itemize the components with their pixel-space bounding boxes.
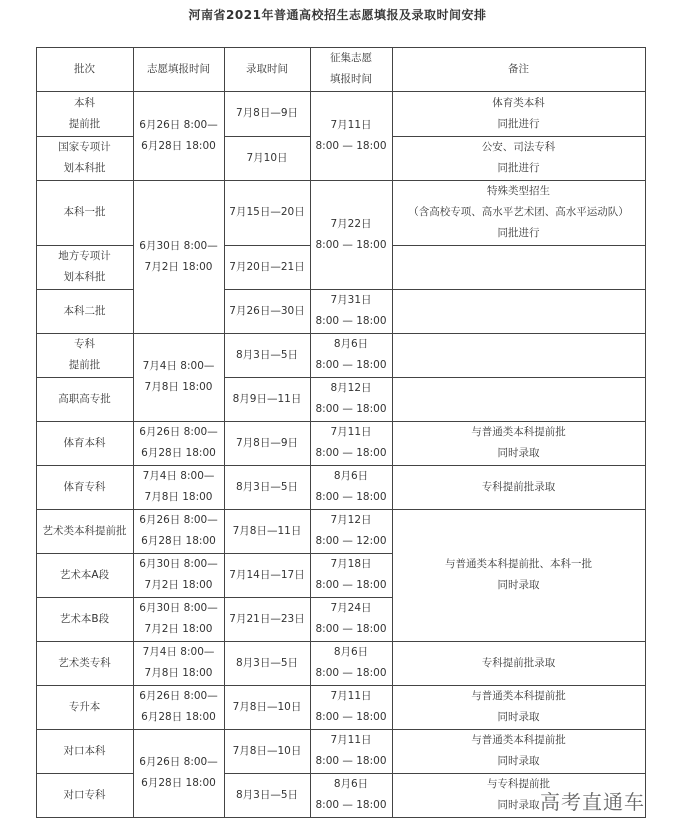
table-rule (392, 509, 646, 510)
table-rule (392, 465, 646, 466)
table-rule (133, 553, 225, 554)
table-rule (392, 47, 393, 818)
batch-cell-line: 体育专科 (63, 480, 106, 493)
notes-cell (392, 180, 645, 245)
header-notes: 备注 (508, 62, 529, 75)
batch-cell-line: 提前批 (68, 359, 101, 371)
solicit-time-cell-line: 8:00 — 18:00 (315, 403, 387, 415)
notes-cell-line: 与普通类本科提前批 (471, 426, 566, 438)
table-rule (224, 180, 311, 181)
batch-cell (36, 91, 133, 136)
notes-cell (392, 465, 645, 509)
solicit-time-cell-line: 8月6日 (333, 470, 369, 482)
admission-time-cell-line: 8月3日—5日 (235, 348, 299, 361)
fill-time-cell-line: 7月2日 18:00 (144, 623, 213, 635)
admission-time-cell-line: 7月8日—9日 (235, 436, 299, 449)
fill-time-cell-line: 7月2日 18:00 (144, 260, 213, 273)
fill-time-cell-line: 6月30日 8:00— (139, 239, 218, 252)
admission-time-cell-line: 7月20日—21日 (229, 260, 305, 273)
table-rule (36, 47, 37, 818)
notes-cell-line: 同批进行 (497, 117, 540, 130)
table-rule (36, 553, 134, 554)
admission-time-cell (224, 333, 310, 377)
admission-time-cell-line: 8月9日—11日 (232, 392, 302, 405)
table-rule (310, 333, 393, 334)
table-rule (36, 729, 134, 730)
batch-cell-line: 艺术本B段 (59, 612, 110, 625)
table-rule (133, 685, 225, 686)
solicit-time-cell (310, 729, 392, 773)
solicit-time-cell-line: 8:00 — 18:00 (315, 447, 387, 459)
notes-cell-line: 同时录取 (497, 579, 540, 591)
batch-cell (36, 729, 133, 773)
solicit-time-cell-line: 8月6日 (333, 338, 369, 350)
table-rule (392, 136, 646, 137)
solicit-time-cell-line: 8:00 — 18:00 (315, 139, 387, 152)
batch-cell (36, 289, 133, 333)
table-rule (392, 421, 646, 422)
fill-time-cell-line: 6月26日 8:00— (139, 690, 218, 702)
notes-cell-line: 同时录取 (497, 755, 540, 767)
batch-cell (36, 180, 133, 245)
solicit-time-cell-line: 8:00 — 18:00 (315, 359, 387, 371)
notes-cell (392, 136, 645, 180)
table-rule (36, 685, 134, 686)
batch-cell (36, 597, 133, 641)
notes-cell (392, 729, 645, 773)
solicit-time-cell-line: 8:00 — 18:00 (315, 491, 387, 503)
table-rule (133, 465, 225, 466)
batch-cell-line: 本科 (74, 96, 95, 109)
admission-time-cell-line: 7月8日—11日 (232, 524, 302, 537)
notes-cell-line: 同时录取 (497, 711, 540, 723)
solicit-time-cell (310, 509, 392, 553)
batch-cell-line: 国家专项计 (58, 141, 111, 153)
admission-time-cell-line: 7月8日—9日 (235, 107, 299, 119)
admission-time-cell (224, 641, 310, 685)
table-rule (392, 289, 646, 290)
solicit-time-cell (310, 289, 392, 333)
solicit-time-cell-line: 8:00 — 18:00 (315, 799, 387, 811)
admission-time-cell-line: 7月14日—17日 (229, 568, 305, 581)
solicit-time-cell-line: 7月18日 (330, 558, 372, 570)
batch-cell-line: 专升本 (68, 700, 101, 713)
batch-cell (36, 377, 133, 421)
fill-time-cell-line: 6月28日 18:00 (141, 447, 216, 459)
notes-cell (392, 509, 645, 641)
fill-time-cell-line: 6月28日 18:00 (141, 777, 216, 789)
table-rule (310, 685, 393, 686)
solicit-time-cell-line: 8月6日 (333, 778, 369, 790)
admission-time-cell-line: 8月3日—5日 (235, 788, 299, 801)
table-rule (36, 465, 134, 466)
fill-time-cell (133, 465, 224, 509)
table-rule (224, 509, 311, 510)
solicit-time-cell-line: 7月11日 (330, 734, 372, 746)
table-rule (392, 641, 646, 642)
table-rule (36, 47, 646, 48)
table-rule (392, 180, 646, 181)
table-rule (310, 47, 311, 818)
table-rule (224, 773, 311, 774)
solicit-time-cell-line: 7月24日 (330, 602, 372, 614)
admission-time-cell-line: 8月3日—5日 (235, 480, 299, 493)
admission-time-cell (224, 773, 310, 817)
table-rule (224, 641, 311, 642)
table-rule (36, 377, 134, 378)
batch-cell (36, 465, 133, 509)
table-rule (36, 180, 134, 181)
table-rule (224, 421, 311, 422)
table-rule (310, 289, 393, 290)
header-solicit-time-line: 征集志愿 (330, 52, 372, 64)
batch-cell (36, 136, 133, 180)
fill-time-cell-line: 6月28日 18:00 (141, 535, 216, 547)
batch-cell-line: 提前批 (68, 117, 101, 130)
solicit-time-cell-line: 7月11日 (330, 426, 372, 438)
fill-time-cell-line: 6月28日 18:00 (141, 139, 216, 152)
batch-cell (36, 773, 133, 817)
batch-cell-line: 艺术类专科 (58, 656, 111, 669)
admission-time-cell (224, 509, 310, 553)
fill-time-cell (133, 597, 224, 641)
solicit-time-cell (310, 180, 392, 289)
fill-time-cell (133, 685, 224, 729)
solicit-time-cell-line: 8:00 — 18:00 (315, 623, 387, 635)
batch-cell-line: 对口专科 (63, 788, 106, 801)
fill-time-cell (133, 421, 224, 465)
solicit-time-cell (310, 641, 392, 685)
notes-cell-line: 与普通类本科提前批 (471, 734, 566, 746)
table-rule (224, 245, 311, 246)
admission-time-cell-line: 7月21日—23日 (229, 612, 305, 625)
batch-cell (36, 333, 133, 377)
header-admission-time: 录取时间 (246, 62, 288, 75)
fill-time-cell (133, 509, 224, 553)
notes-cell-line: 与专科提前批 (487, 778, 550, 790)
solicit-time-cell-line: 8:00 — 18:00 (315, 238, 387, 251)
fill-time-cell-line: 6月26日 8:00— (139, 426, 218, 438)
solicit-time-cell-line: 8:00 — 18:00 (315, 755, 387, 767)
fill-time-cell-line: 7月8日 18:00 (144, 491, 213, 503)
batch-cell (36, 553, 133, 597)
solicit-time-cell-line: 8月6日 (333, 646, 369, 658)
batch-cell-line: 地方专项计 (58, 250, 111, 262)
table-rule (133, 180, 225, 181)
table-rule (310, 465, 393, 466)
table-rule (133, 597, 225, 598)
fill-time-cell (133, 729, 224, 817)
table-rule (392, 377, 646, 378)
admission-time-cell-line: 7月15日—20日 (229, 206, 305, 218)
fill-time-cell (133, 333, 224, 421)
solicit-time-cell (310, 333, 392, 377)
table-rule (36, 333, 134, 334)
batch-cell-line: 对口本科 (63, 744, 106, 757)
notes-cell (392, 641, 645, 685)
batch-cell-line: 本科二批 (63, 304, 106, 317)
batch-cell (36, 509, 133, 553)
admission-time-cell (224, 91, 310, 136)
admission-time-cell-line: 7月26日—30日 (229, 304, 305, 317)
batch-cell (36, 421, 133, 465)
fill-time-cell-line: 7月8日 18:00 (144, 381, 213, 393)
table-rule (392, 245, 646, 246)
table-rule (36, 136, 134, 137)
solicit-time-cell (310, 421, 392, 465)
solicit-time-cell-line: 7月11日 (330, 118, 372, 131)
notes-cell (392, 91, 645, 136)
solicit-time-cell-line: 7月12日 (330, 514, 372, 526)
solicit-time-cell-line: 7月11日 (330, 690, 372, 702)
fill-time-cell (133, 91, 224, 180)
fill-time-cell-line: 6月28日 18:00 (141, 711, 216, 723)
admission-time-cell-line: 7月10日 (246, 151, 288, 164)
table-rule (310, 773, 393, 774)
solicit-time-cell-line: 8:00 — 18:00 (315, 667, 387, 679)
table-rule (310, 421, 393, 422)
table-rule (36, 289, 134, 290)
header-batch: 批次 (74, 62, 95, 75)
solicit-time-cell-line: 8月12日 (330, 382, 372, 394)
admission-time-cell-line: 7月8日—10日 (232, 744, 302, 757)
fill-time-cell-line: 7月4日 8:00— (142, 646, 215, 658)
table-rule (133, 333, 225, 334)
fill-time-cell (133, 180, 224, 333)
solicit-time-cell-line: 7月31日 (330, 294, 372, 306)
table-rule (310, 180, 393, 181)
admission-time-cell (224, 597, 310, 641)
batch-cell-line: 划本科批 (63, 271, 106, 283)
notes-cell-line: 公安、司法专科 (481, 141, 556, 153)
notes-cell-line: 同时录取 (497, 447, 540, 459)
table-rule (310, 729, 393, 730)
admission-time-cell (224, 289, 310, 333)
table-rule (36, 509, 134, 510)
table-rule (133, 641, 225, 642)
fill-time-cell (133, 641, 224, 685)
table-rule (36, 421, 134, 422)
table-rule (392, 729, 646, 730)
batch-cell-line: 体育本科 (63, 436, 106, 449)
table-rule (36, 245, 134, 246)
admission-time-cell (224, 729, 310, 773)
batch-cell (36, 641, 133, 685)
batch-cell-line: 本科一批 (63, 206, 106, 218)
admission-time-cell (224, 465, 310, 509)
admission-time-cell (224, 245, 310, 289)
fill-time-cell-line: 6月26日 8:00— (139, 756, 218, 768)
notes-cell-line: 体育类本科 (492, 96, 545, 109)
fill-time-cell-line: 6月26日 8:00— (139, 514, 218, 526)
table-rule (133, 729, 225, 730)
table-rule (310, 377, 393, 378)
solicit-time-cell (310, 597, 392, 641)
batch-cell (36, 245, 133, 289)
notes-cell (392, 685, 645, 729)
batch-cell-line: 艺术类本科提前批 (42, 524, 127, 537)
table-rule (392, 685, 646, 686)
solicit-time-cell-line: 7月22日 (330, 217, 372, 230)
table-rule (310, 597, 393, 598)
table-rule (133, 421, 225, 422)
notes-cell-line: 同批进行 (497, 162, 540, 174)
table-rule (224, 333, 311, 334)
batch-cell-line: 划本科批 (63, 162, 106, 174)
notes-cell-line: 与普通类本科提前批、本科一批 (445, 558, 592, 570)
batch-cell-line: 艺术本A段 (59, 568, 110, 581)
table-rule (36, 773, 134, 774)
table-rule (224, 289, 311, 290)
solicit-time-cell (310, 685, 392, 729)
notes-cell-line: 特殊类型招生 (487, 185, 550, 197)
batch-cell (36, 685, 133, 729)
admission-time-cell (224, 553, 310, 597)
solicit-time-cell-line: 8:00 — 18:00 (315, 579, 387, 591)
header-solicit-time (310, 47, 392, 91)
table-rule (133, 47, 134, 818)
table-rule (224, 553, 311, 554)
watermark: 高考直通车 (540, 790, 645, 814)
batch-cell-line: 专科 (74, 338, 95, 350)
table-rule (224, 136, 311, 137)
table-rule (224, 729, 311, 730)
admission-time-cell (224, 377, 310, 421)
table-rule (310, 641, 393, 642)
admission-time-cell-line: 7月8日—10日 (232, 700, 302, 713)
solicit-time-cell (310, 465, 392, 509)
notes-cell (392, 421, 645, 465)
table-rule (310, 509, 393, 510)
notes-cell-line: 专科提前批录取 (481, 656, 556, 669)
table-rule (310, 553, 393, 554)
fill-time-cell-line: 7月2日 18:00 (144, 579, 213, 591)
fill-time-cell-line: 6月26日 8:00— (139, 118, 218, 131)
fill-time-cell-line: 7月4日 8:00— (142, 470, 215, 482)
solicit-time-cell (310, 377, 392, 421)
fill-time-cell-line: 6月30日 8:00— (139, 558, 218, 570)
table-rule (36, 597, 134, 598)
fill-time-cell-line: 7月8日 18:00 (144, 667, 213, 679)
page-title: 河南省2021年普通高校招生志愿填报及录取时间安排 (188, 8, 487, 22)
fill-time-cell-line: 7月4日 8:00— (142, 360, 215, 372)
solicit-time-cell-line: 8:00 — 12:00 (315, 535, 387, 547)
table-rule (224, 685, 311, 686)
table-rule (224, 47, 225, 818)
table-rule (224, 377, 311, 378)
solicit-time-cell-line: 8:00 — 18:00 (315, 711, 387, 723)
table-rule (36, 641, 134, 642)
admission-time-cell (224, 685, 310, 729)
table-rule (224, 465, 311, 466)
admission-time-cell (224, 421, 310, 465)
batch-cell-line: 高职高专批 (58, 392, 111, 405)
table-rule (36, 91, 646, 92)
table-rule (645, 47, 646, 818)
solicit-time-cell (310, 773, 392, 817)
admission-time-cell-line: 8月3日—5日 (235, 656, 299, 669)
solicit-time-cell (310, 91, 392, 180)
table-rule (392, 333, 646, 334)
notes-cell-line: 专科提前批录取 (481, 480, 556, 493)
table-rule (224, 597, 311, 598)
table-rule (36, 817, 646, 818)
notes-cell-line: （含高校专项、高水平艺术团、高水平运动队） (408, 206, 629, 218)
table-rule (392, 773, 646, 774)
fill-time-cell-line: 6月30日 8:00— (139, 602, 218, 614)
header-solicit-time-line: 填报时间 (330, 73, 372, 85)
solicit-time-cell-line: 8:00 — 18:00 (315, 315, 387, 327)
notes-cell-line: 同时录取 (497, 799, 540, 811)
header-fill-time: 志愿填报时间 (147, 62, 210, 75)
table-rule (133, 509, 225, 510)
admission-time-cell (224, 180, 310, 245)
admission-time-cell (224, 136, 310, 180)
notes-cell-line: 同批进行 (497, 227, 540, 239)
fill-time-cell (133, 553, 224, 597)
notes-cell-line: 与普通类本科提前批 (471, 690, 566, 702)
solicit-time-cell (310, 553, 392, 597)
